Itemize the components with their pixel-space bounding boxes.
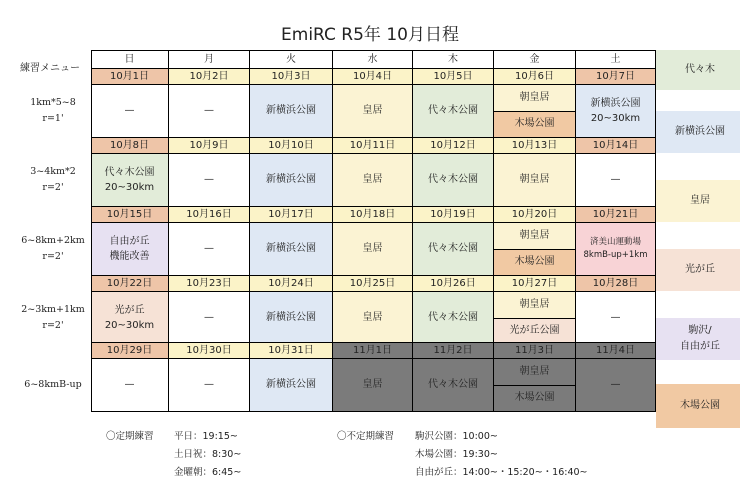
split-line bbox=[494, 385, 576, 386]
location-cell: — bbox=[169, 222, 250, 275]
workout-menu-label: 6~8km+2km r=2' bbox=[21, 234, 85, 262]
location-cell: 代々木公園 bbox=[413, 153, 494, 206]
location-cell: 朝皇居 bbox=[494, 153, 576, 206]
date-cell: 11月1日 bbox=[333, 342, 413, 358]
date-cell: 10月25日 bbox=[333, 275, 413, 291]
workout-menu-label: 2~3km+1km r=2' bbox=[21, 303, 85, 331]
regular-practice-times: 平日：19:15~ 土日祝：8:30~ 金曜朝：6:45~ bbox=[174, 431, 242, 478]
date-cell: 10月12日 bbox=[413, 137, 494, 153]
date-cell: 10月30日 bbox=[169, 342, 250, 358]
location-cell: 新横浜公園 bbox=[250, 222, 333, 275]
grid-line bbox=[91, 358, 656, 359]
date-cell: 10月26日 bbox=[413, 275, 494, 291]
date-cell: 10月9日 bbox=[169, 137, 250, 153]
location-cell: 代々木公園 bbox=[413, 358, 494, 411]
location-cell: 皇居 bbox=[333, 153, 413, 206]
grid-line bbox=[91, 50, 656, 51]
location-cell: — bbox=[576, 153, 656, 206]
grid-line bbox=[91, 411, 656, 412]
date-cell: 10月22日 bbox=[91, 275, 169, 291]
date-cell: 10月7日 bbox=[576, 68, 656, 84]
grid-line bbox=[91, 342, 656, 343]
location-cell: 新横浜公園 20~30km bbox=[576, 84, 656, 137]
date-cell: 10月17日 bbox=[250, 206, 333, 222]
location-cell: — bbox=[169, 84, 250, 137]
date-cell: 10月5日 bbox=[413, 68, 494, 84]
location-cell: 代々木公園 bbox=[413, 84, 494, 137]
irregular-practice-times: 駒沢公園：10:00~ 木場公園：19:30~ 自由が丘：14:00~・15:20~・16:40~ bbox=[415, 431, 588, 478]
date-cell: 10月28日 bbox=[576, 275, 656, 291]
evening-session: 光が丘公園 bbox=[494, 318, 576, 345]
grid-line bbox=[91, 206, 656, 207]
location-cell: — bbox=[169, 358, 250, 411]
evening-session: 木場公園 bbox=[494, 385, 576, 412]
grid-line bbox=[91, 291, 656, 292]
location-cell: — bbox=[91, 358, 169, 411]
location-cell: — bbox=[91, 84, 169, 137]
location-cell: 皇居 bbox=[333, 358, 413, 411]
location-cell: — bbox=[576, 358, 656, 411]
legend-item: 駒沢/ 自由が丘 bbox=[656, 318, 740, 360]
page-title: EmiRC R5年 10月日程 bbox=[281, 25, 459, 45]
split-line bbox=[494, 249, 576, 250]
date-cell: 10月1日 bbox=[91, 68, 169, 84]
location-cell: — bbox=[169, 291, 250, 344]
location-cell: 新横浜公園 bbox=[250, 291, 333, 344]
day-header-sun: 日 bbox=[91, 50, 169, 68]
date-cell: 10月16日 bbox=[169, 206, 250, 222]
day-header-wed: 水 bbox=[333, 50, 413, 68]
date-cell: 10月19日 bbox=[413, 206, 494, 222]
legend-item: 光が丘 bbox=[656, 249, 740, 291]
grid-line bbox=[91, 68, 656, 69]
location-cell: — bbox=[576, 291, 656, 344]
evening-session: 木場公園 bbox=[494, 249, 576, 276]
date-cell: 10月3日 bbox=[250, 68, 333, 84]
day-header-tue: 火 bbox=[250, 50, 333, 68]
morning-session: 朝皇居 bbox=[494, 222, 576, 249]
date-cell: 11月4日 bbox=[576, 342, 656, 358]
date-cell: 10月23日 bbox=[169, 275, 250, 291]
workout-menu-label: 1km*5~8 r=1' bbox=[30, 96, 76, 124]
date-cell: 11月2日 bbox=[413, 342, 494, 358]
location-cell: — bbox=[169, 153, 250, 206]
date-cell: 11月3日 bbox=[494, 342, 576, 358]
grid-line bbox=[91, 275, 656, 276]
date-cell: 10月6日 bbox=[494, 68, 576, 84]
menu-header: 練習メニュー bbox=[20, 63, 80, 74]
irregular-practice-label: 〇不定期練習 bbox=[337, 431, 395, 442]
location-cell: 皇居 bbox=[333, 84, 413, 137]
workout-menu-label: 3~4km*2 r=2' bbox=[30, 165, 76, 193]
location-cell: 自由が丘 機能改善 bbox=[91, 222, 169, 275]
location-cell: 新横浜公園 bbox=[250, 153, 333, 206]
location-cell: 光が丘 20~30km bbox=[91, 291, 169, 344]
grid-line bbox=[91, 222, 656, 223]
location-cell: 代々木公園 20~30km bbox=[91, 153, 169, 206]
grid-line bbox=[91, 137, 656, 138]
date-cell: 10月8日 bbox=[91, 137, 169, 153]
date-cell: 10月20日 bbox=[494, 206, 576, 222]
legend-item: 皇居 bbox=[656, 180, 740, 222]
date-cell: 10月11日 bbox=[333, 137, 413, 153]
location-cell: 新横浜公園 bbox=[250, 358, 333, 411]
location-cell: 代々木公園 bbox=[413, 222, 494, 275]
morning-session: 朝皇居 bbox=[494, 291, 576, 318]
location-cell: 皇居 bbox=[333, 291, 413, 344]
date-cell: 10月2日 bbox=[169, 68, 250, 84]
grid-line bbox=[91, 153, 656, 154]
location-cell: 代々木公園 bbox=[413, 291, 494, 344]
grid-line bbox=[91, 50, 92, 412]
day-header-mon: 月 bbox=[169, 50, 250, 68]
date-cell: 10月15日 bbox=[91, 206, 169, 222]
grid-line bbox=[91, 84, 656, 85]
location-cell: 済美山運動場 8kmB-up+1km bbox=[576, 222, 656, 275]
day-header-sat: 土 bbox=[576, 50, 656, 68]
day-header-thu: 木 bbox=[413, 50, 494, 68]
date-cell: 10月27日 bbox=[494, 275, 576, 291]
morning-session: 朝皇居 bbox=[494, 84, 576, 111]
split-line bbox=[494, 318, 576, 319]
date-cell: 10月14日 bbox=[576, 137, 656, 153]
regular-practice-label: 〇定期練習 bbox=[106, 431, 154, 442]
date-cell: 10月24日 bbox=[250, 275, 333, 291]
location-cell: 皇居 bbox=[333, 222, 413, 275]
morning-session: 朝皇居 bbox=[494, 358, 576, 385]
legend-item: 木場公園 bbox=[656, 384, 740, 428]
evening-session: 木場公園 bbox=[494, 111, 576, 138]
date-cell: 10月31日 bbox=[250, 342, 333, 358]
split-line bbox=[494, 111, 576, 112]
date-cell: 10月29日 bbox=[91, 342, 169, 358]
day-header-fri: 金 bbox=[494, 50, 576, 68]
workout-menu-label: 6~8kmB-up bbox=[24, 378, 82, 390]
date-cell: 10月10日 bbox=[250, 137, 333, 153]
location-cell: 新横浜公園 bbox=[250, 84, 333, 137]
date-cell: 10月21日 bbox=[576, 206, 656, 222]
legend-item: 新横浜公園 bbox=[656, 111, 740, 153]
legend-item: 代々木 bbox=[656, 50, 740, 90]
date-cell: 10月18日 bbox=[333, 206, 413, 222]
date-cell: 10月4日 bbox=[333, 68, 413, 84]
date-cell: 10月13日 bbox=[494, 137, 576, 153]
